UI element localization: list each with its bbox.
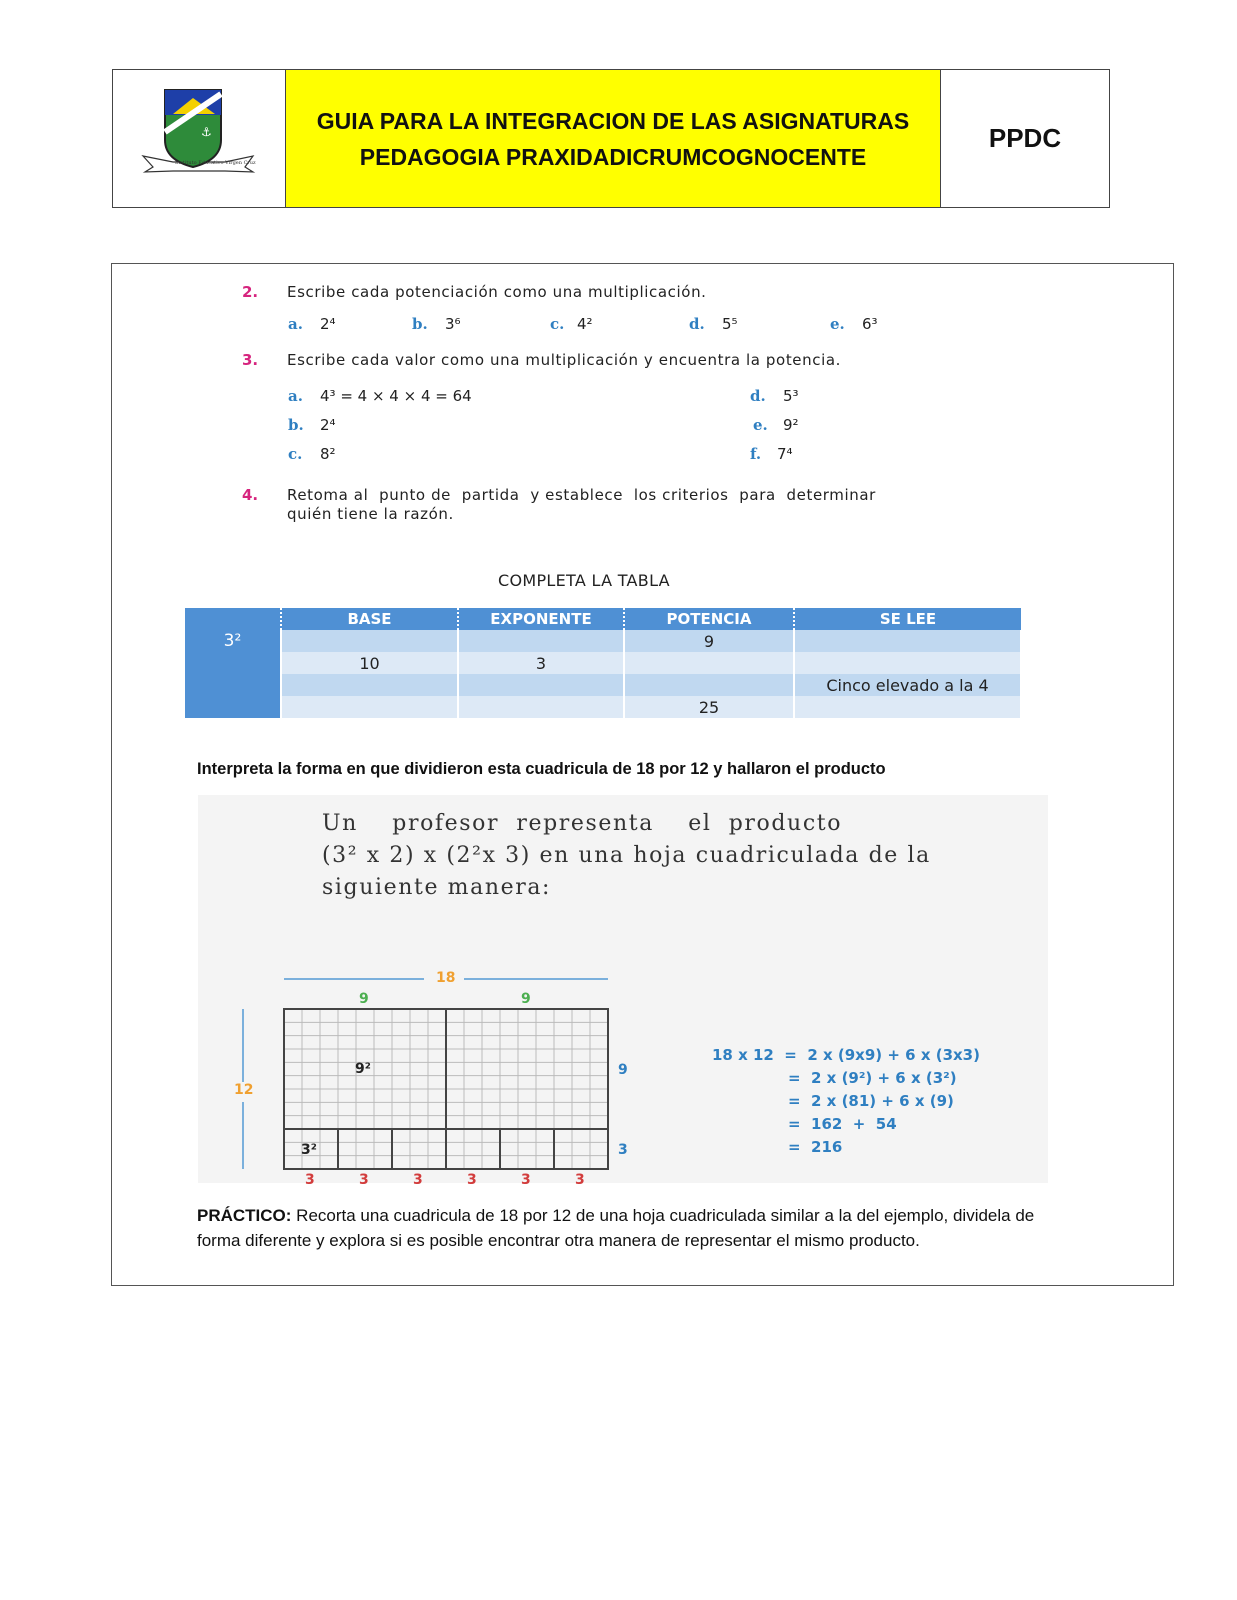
table-cell[interactable] xyxy=(185,674,281,696)
header-title-line-1: GUIA PARA LA INTEGRACION DE LAS ASIGNATURAS xyxy=(316,107,910,134)
table-header-potencia: POTENCIA xyxy=(624,608,794,630)
q2-option-b-value: 3⁶ xyxy=(445,315,461,333)
label-bottom-3: 3 xyxy=(413,1172,423,1188)
table-cell[interactable] xyxy=(185,652,281,674)
table-cell[interactable] xyxy=(281,674,458,696)
q3-option-b-letter: b. xyxy=(288,416,304,434)
table-cell: 3² xyxy=(185,630,281,652)
q2-option-a-value: 2⁴ xyxy=(320,315,336,333)
label-bottom-3: 3 xyxy=(359,1172,369,1188)
table-cell[interactable] xyxy=(624,652,794,674)
table-header-exponente: EXPONENTE xyxy=(458,608,624,630)
label-bottom-3: 3 xyxy=(521,1172,531,1188)
q3-option-e-letter: e. xyxy=(753,416,768,434)
label-18: 18 xyxy=(436,970,456,986)
table-title: COMPLETA LA TABLA xyxy=(498,571,670,590)
table-cell: 9 xyxy=(624,630,794,652)
question-4-line-2: quién tiene la razón. xyxy=(287,505,454,523)
label-bottom-3: 3 xyxy=(305,1172,315,1188)
example-text-line-1: Un profesor representa el producto xyxy=(322,811,843,836)
document-header xyxy=(112,69,1110,208)
table-cell[interactable] xyxy=(794,696,1021,718)
worksheet-content xyxy=(111,263,1174,1286)
label-9-side: 9 xyxy=(618,1062,628,1078)
table-cell[interactable] xyxy=(281,696,458,718)
example-figure xyxy=(198,795,1048,1188)
logo-ribbon-text: Instituto Educativo Virgen Cruz xyxy=(175,160,256,166)
table-cell[interactable] xyxy=(458,696,624,718)
table-cell: 25 xyxy=(624,696,794,718)
label-12: 12 xyxy=(234,1082,254,1098)
q2-option-d-value: 5⁵ xyxy=(722,315,738,333)
label-9-left: 9 xyxy=(359,991,369,1007)
table-cell: Cinco elevado a la 4 xyxy=(794,674,1021,696)
q3-option-d-letter: d. xyxy=(750,387,766,405)
q2-option-b-letter: b. xyxy=(412,315,428,333)
table-cell[interactable] xyxy=(458,674,624,696)
table-cell[interactable] xyxy=(185,696,281,718)
q3-option-d-value: 5³ xyxy=(783,387,799,405)
header-title-line-2: PEDAGOGIA PRAXIDADICRUMCOGNOCENTE xyxy=(359,143,867,170)
label-3-squared: 3² xyxy=(301,1142,317,1158)
practico-label: PRÁCTICO: xyxy=(197,1206,292,1225)
equation-line-1: 18 x 12 = 2 x (9x9) + 6 x (3x3) xyxy=(712,1046,980,1064)
q2-option-c-value: 4² xyxy=(577,315,593,333)
table-cell[interactable] xyxy=(624,674,794,696)
table-cell[interactable] xyxy=(458,630,624,652)
school-crest-logo xyxy=(113,70,285,207)
q3-option-c-letter: c. xyxy=(288,445,303,463)
header-title-cell xyxy=(286,70,941,207)
svg-text:⚓: ⚓ xyxy=(201,125,212,139)
header-code: PPDC xyxy=(988,123,1062,153)
q3-option-a-letter: a. xyxy=(288,387,303,405)
equation-line-4: = 162 + 54 xyxy=(788,1115,897,1133)
table-header-base: BASE xyxy=(281,608,458,630)
q3-option-c-value: 8² xyxy=(320,445,336,463)
practico-paragraph xyxy=(197,1203,1057,1253)
table-row xyxy=(185,674,1021,696)
q3-option-e-value: 9² xyxy=(783,416,799,434)
q3-option-f-letter: f. xyxy=(750,445,762,463)
grid-diagram xyxy=(198,795,1048,1183)
interpreta-instruction: Interpreta la forma en que dividieron esta cuadricula de 18 por 12 y hallaron el producto xyxy=(197,760,886,778)
example-text-line-3: siguiente manera: xyxy=(322,875,552,900)
label-bottom-3: 3 xyxy=(467,1172,477,1188)
equation-line-5: = 216 xyxy=(788,1138,843,1156)
question-3-number: 3. xyxy=(242,351,259,369)
q2-option-a-letter: a. xyxy=(288,315,303,333)
question-4-number: 4. xyxy=(242,486,259,504)
practico-text: Recorta una cuadricula de 18 por 12 de una hoja cuadriculada similar a la del ejemplo, dividela de forma diferente y explora si es posible encontrar otra manera de representar el mismo producto. xyxy=(197,1206,1035,1250)
equation-line-2: = 2 x (9²) + 6 x (3²) xyxy=(788,1069,957,1087)
question-2-text: Escribe cada potenciación como una multiplicación. xyxy=(287,283,707,301)
table-row xyxy=(185,630,1021,652)
power-table xyxy=(185,608,1022,718)
label-9-squared: 9² xyxy=(355,1061,371,1077)
equation-line-3: = 2 x (81) + 6 x (9) xyxy=(788,1092,954,1110)
q2-option-d-letter: d. xyxy=(689,315,705,333)
table-cell: 10 xyxy=(281,652,458,674)
logo-cell xyxy=(113,70,286,207)
q3-option-a-value: 4³ = 4 × 4 × 4 = 64 xyxy=(320,387,472,405)
table-header-se-lee: SE LEE xyxy=(794,608,1021,630)
question-4-line-1: Retoma al punto de partida y establece los criterios para determinar xyxy=(287,486,876,504)
table-header-row xyxy=(185,608,1021,630)
label-3-side: 3 xyxy=(618,1142,628,1158)
q2-option-c-letter: c. xyxy=(550,315,565,333)
question-2-number: 2. xyxy=(242,283,259,301)
table-cell[interactable] xyxy=(794,630,1021,652)
q2-option-e-letter: e. xyxy=(830,315,845,333)
q2-option-e-value: 6³ xyxy=(862,315,878,333)
question-3-text: Escribe cada valor como una multiplicación y encuentra la potencia. xyxy=(287,351,842,369)
q3-option-b-value: 2⁴ xyxy=(320,416,336,434)
label-bottom-3: 3 xyxy=(575,1172,585,1188)
table-cell: 3 xyxy=(458,652,624,674)
table-cell[interactable] xyxy=(794,652,1021,674)
table-row xyxy=(185,696,1021,718)
table-header-empty xyxy=(185,608,281,630)
table-cell[interactable] xyxy=(281,630,458,652)
q3-option-f-value: 7⁴ xyxy=(777,445,793,463)
table-row xyxy=(185,652,1021,674)
label-9-right: 9 xyxy=(521,991,531,1007)
example-text-line-2: (3² x 2) x (2²x 3) en una hoja cuadriculada de la xyxy=(322,843,931,868)
